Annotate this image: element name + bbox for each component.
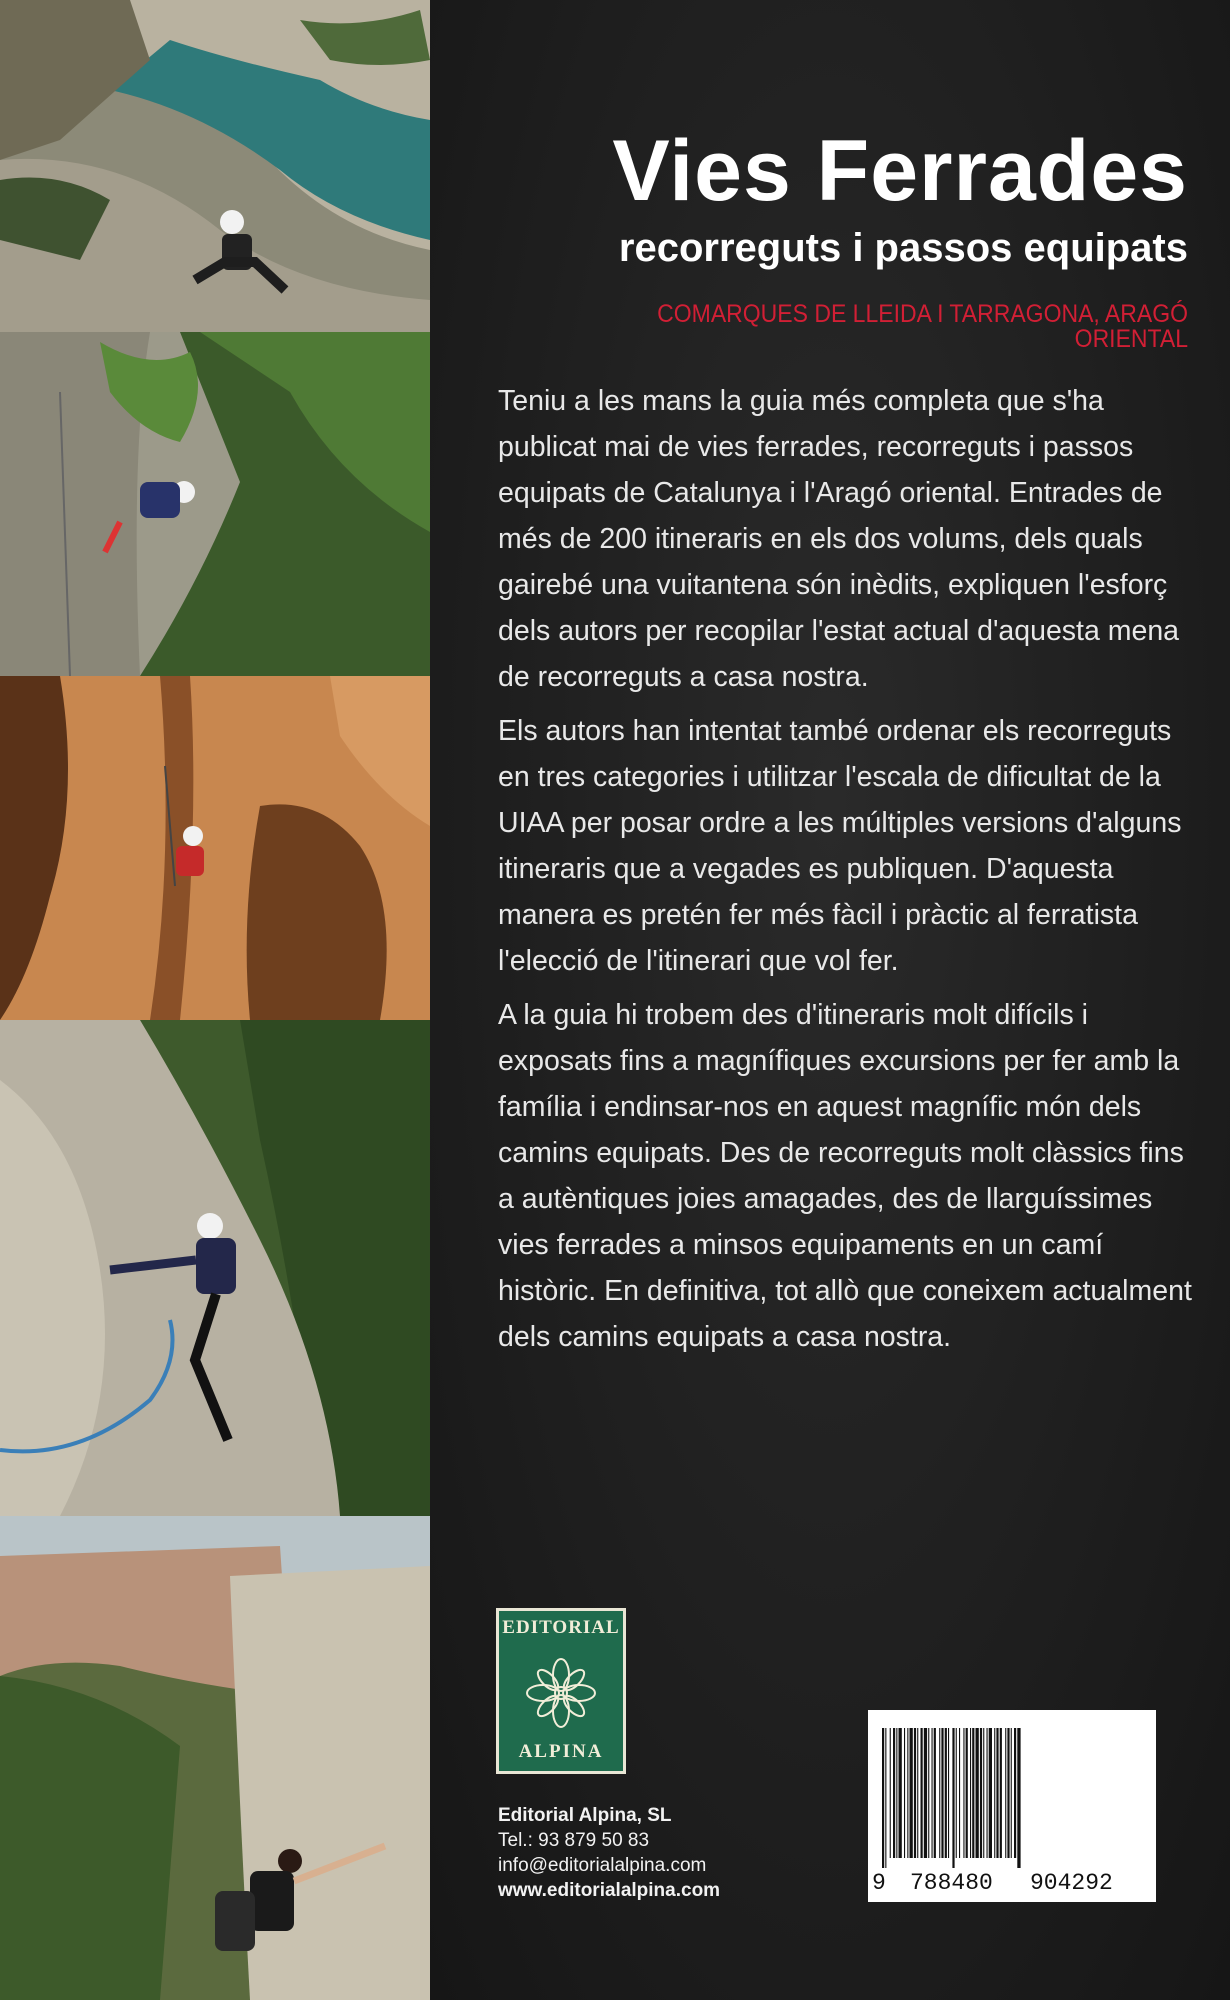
blurb-paragraph-1: Teniu a les mans la guia més completa que s'ha publicat mai de vies ferrades, recorreguts i passos equipats de Catalunya i l'Aragó oriental. Entrades de més de 200 itineraris en els dos volums, dels quals gairebé una vuitantena són inèdits, expliquen l'esforç dels autors per recopilar l'estat actual d'aquesta mena de recorreguts a casa nostra. [498,385,1180,693]
publisher-info [498,1803,720,1903]
photo-strip [0,0,430,2000]
photo-orange-rock-climber [0,676,430,1020]
barcode-left-digits: 788480 [910,1870,993,1896]
logo-top-text: EDITORIAL [502,1617,620,1638]
book-subtitle: recorreguts i passos equipats [618,226,1188,270]
publisher-name: Editorial Alpina, SL [498,1805,672,1826]
edelweiss-icon [513,1645,609,1741]
photo-canyon-climber [0,1516,430,2000]
book-title: Vies Ferrades [612,123,1188,219]
barcode-first-digit: 9 [872,1870,886,1896]
blurb [498,378,1198,1368]
photo-wall-climber [0,332,430,676]
blurb-paragraph-3: A la guia hi trobem des d'itineraris molt difícils i exposats fins a magnífiques excursions per fer amb la família i endinsar-nos en aquest magnífic món dels camins equipats. Des de recorreguts molt clàssics fins a autèntiques joies amagades, des de llarguíssimes vies ferrades a minsos equipaments en un camí històric. En definitiva, tot allò que coneixem actualment dels camins equipats a casa nostra. [498,999,1192,1353]
barcode-right-digits: 904292 [1030,1870,1113,1896]
barcode-bars [882,1728,1142,1868]
blurb-paragraph-2: Els autors han intentat també ordenar els recorreguts en tres categories i utilitzar l'escala de dificultat de la UIAA per posar ordre a les múltiples versions d'alguns itineraris que a vegades es publiquen. D'aquesta manera es pretén fer més fàcil i pràctic al ferratista l'elecció de l'itinerari que vol fer. [498,715,1182,977]
region-label: COMARQUES DE LLEIDA I TARRAGONA, ARAGÓ ORIENTAL [657,300,1188,353]
photo-gorge-climber [0,0,430,332]
publisher-email[interactable]: info@editorialalpina.com [498,1855,707,1876]
back-cover-content [430,0,1230,2000]
publisher-website[interactable]: www.editorialalpina.com [498,1880,721,1901]
publisher-logo [496,1608,626,1774]
logo-bottom-text: ALPINA [518,1741,604,1762]
isbn-barcode [868,1710,1156,1902]
photo-ridge-climber [0,1020,430,1516]
publisher-phone: Tel.: 93 879 50 83 [498,1830,650,1851]
